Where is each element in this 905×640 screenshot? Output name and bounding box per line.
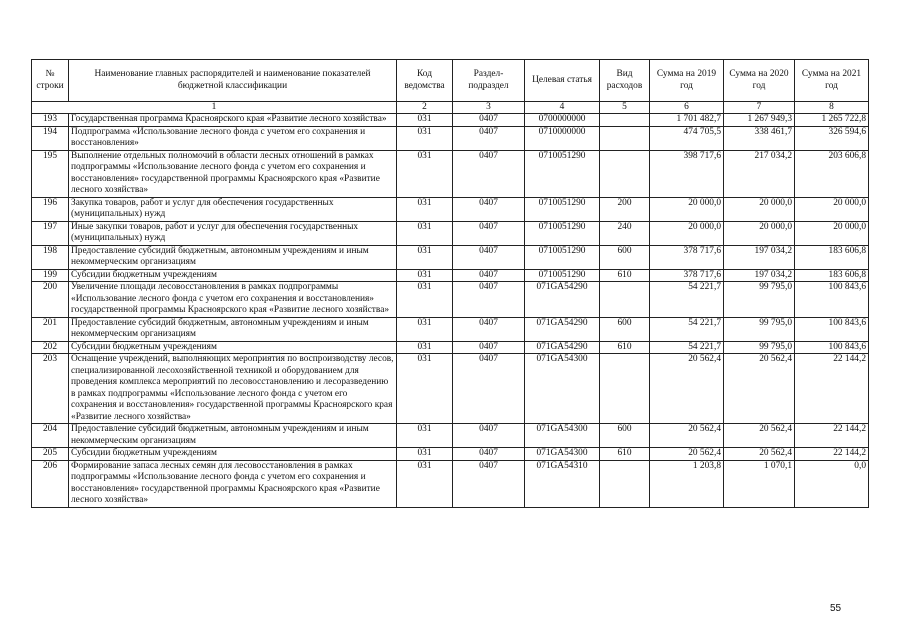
cell-sum-2019: 54 221,7 [650, 282, 724, 318]
cell-target: 071GA54300 [525, 424, 600, 448]
cell-row-no: 194 [32, 126, 69, 150]
cell-row-no: 205 [32, 448, 69, 461]
column-number-row [32, 102, 869, 114]
cell-name: Закупка товаров, работ и услуг для обеспечения государственных (муниципальных) нужд [69, 197, 397, 221]
cell-sum-2021: 203 606,8 [795, 150, 869, 197]
header-row [32, 60, 869, 102]
cell-target: 0710051290 [525, 197, 600, 221]
cell-name: Субсидии бюджетным учреждениям [69, 269, 397, 282]
cell-name: Формирование запаса лесных семян для лесовосстановления в рамках подпрограммы «Использование лесного фонда с учетом его сохранения и восстановления» государственной программы Красноярского края «Развитие лесного хозяйства» [69, 460, 397, 507]
table-row [32, 317, 869, 341]
cell-name: Оснащение учреждений, выполняющих мероприятия по воспроизводству лесов, специализированной лесохозяйственной техникой и оборудованием для проведения комплекса мероприятий по лесовосстановлению и лесоразведению в рамках подпрограммы «Использование лесного фонда с учетом его сохранения и восстановления» государственной программы Красноярского края «Развитие лесного хозяйства» [69, 354, 397, 424]
cell-target: 071GA54300 [525, 448, 600, 461]
header-code: Код ведомства [397, 60, 453, 102]
cell-target: 0710000000 [525, 126, 600, 150]
cell-section: 0407 [453, 221, 525, 245]
cell-name: Предоставление субсидий бюджетным, автономным учреждениям и иным некоммерческим организациям [69, 424, 397, 448]
cell-sum-2019: 474 705,5 [650, 126, 724, 150]
cell-row-no: 201 [32, 317, 69, 341]
cell-type [600, 282, 650, 318]
cell-sum-2021: 20 000,0 [795, 197, 869, 221]
cell-sum-2020: 1 267 949,3 [724, 114, 795, 127]
cell-code: 031 [397, 269, 453, 282]
header-type: Вид расходов [600, 60, 650, 102]
cell-code: 031 [397, 354, 453, 424]
table-row [32, 448, 869, 461]
cell-section: 0407 [453, 424, 525, 448]
cell-section: 0407 [453, 460, 525, 507]
cell-code: 031 [397, 341, 453, 354]
header-row-no: № строки [32, 60, 69, 102]
cell-sum-2020: 20 562,4 [724, 448, 795, 461]
cell-sum-2020: 197 034,2 [724, 269, 795, 282]
cell-sum-2021: 183 606,8 [795, 245, 869, 269]
cell-sum-2019: 1 203,8 [650, 460, 724, 507]
cell-section: 0407 [453, 126, 525, 150]
cell-sum-2019: 20 000,0 [650, 197, 724, 221]
cell-name: Предоставление субсидий бюджетным, автономным учреждениям и иным некоммерческим организациям [69, 245, 397, 269]
cell-section: 0407 [453, 114, 525, 127]
cell-sum-2019: 54 221,7 [650, 317, 724, 341]
cell-row-no: 200 [32, 282, 69, 318]
cell-code: 031 [397, 245, 453, 269]
cell-section: 0407 [453, 282, 525, 318]
cell-type [600, 354, 650, 424]
cell-type: 600 [600, 245, 650, 269]
cell-code: 031 [397, 448, 453, 461]
cell-row-no: 204 [32, 424, 69, 448]
cell-target: 0710051290 [525, 150, 600, 197]
cell-type [600, 114, 650, 127]
cell-section: 0407 [453, 354, 525, 424]
cell-sum-2020: 197 034,2 [724, 245, 795, 269]
table-row [32, 126, 869, 150]
table-row [32, 245, 869, 269]
column-number: 1 [32, 102, 397, 114]
cell-sum-2019: 20 562,4 [650, 424, 724, 448]
table-row [32, 114, 869, 127]
header-sum-2019: Сумма на 2019 год [650, 60, 724, 102]
cell-row-no: 195 [32, 150, 69, 197]
cell-type: 600 [600, 424, 650, 448]
cell-sum-2020: 99 795,0 [724, 341, 795, 354]
cell-type [600, 460, 650, 507]
cell-section: 0407 [453, 150, 525, 197]
cell-type: 600 [600, 317, 650, 341]
cell-type: 200 [600, 197, 650, 221]
cell-target: 071GA54300 [525, 354, 600, 424]
cell-section: 0407 [453, 197, 525, 221]
cell-code: 031 [397, 282, 453, 318]
column-number: 8 [795, 102, 869, 114]
cell-target: 071GA54290 [525, 317, 600, 341]
cell-code: 031 [397, 317, 453, 341]
cell-type: 610 [600, 269, 650, 282]
cell-section: 0407 [453, 341, 525, 354]
cell-type: 610 [600, 448, 650, 461]
cell-row-no: 193 [32, 114, 69, 127]
cell-sum-2020: 1 070,1 [724, 460, 795, 507]
cell-sum-2021: 183 606,8 [795, 269, 869, 282]
cell-name: Иные закупки товаров, работ и услуг для обеспечения государственных (муниципальных) нужд [69, 221, 397, 245]
cell-target: 071GA54290 [525, 282, 600, 318]
cell-name: Увеличение площади лесовосстановления в рамках подпрограммы «Использование лесного фонда с учетом его сохранения и восстановления» государственной программы Красноярского края «Развитие лесного хозяйства» [69, 282, 397, 318]
cell-target: 0710051290 [525, 245, 600, 269]
cell-target: 071GA54290 [525, 341, 600, 354]
page-number: 55 [830, 603, 842, 614]
column-number: 4 [525, 102, 600, 114]
cell-sum-2019: 54 221,7 [650, 341, 724, 354]
cell-sum-2020: 20 562,4 [724, 424, 795, 448]
cell-name: Выполнение отдельных полномочий в области лесных отношений в рамках подпрограммы «Использование лесного фонда с учетом его сохранения и восстановления» государственной программы Красноярского края «Развитие лесного хозяйства» [69, 150, 397, 197]
cell-code: 031 [397, 221, 453, 245]
cell-sum-2021: 0,0 [795, 460, 869, 507]
cell-code: 031 [397, 126, 453, 150]
table-row [32, 150, 869, 197]
header-name: Наименование главных распорядителей и наименование показателей бюджетной классификации [69, 60, 397, 102]
table-row [32, 221, 869, 245]
table-row [32, 341, 869, 354]
cell-sum-2020: 217 034,2 [724, 150, 795, 197]
header-sum-2021: Сумма на 2021 год [795, 60, 869, 102]
table-row [32, 460, 869, 507]
cell-target: 0710051290 [525, 221, 600, 245]
cell-row-no: 199 [32, 269, 69, 282]
cell-sum-2021: 326 594,6 [795, 126, 869, 150]
cell-sum-2021: 22 144,2 [795, 448, 869, 461]
cell-name: Субсидии бюджетным учреждениям [69, 341, 397, 354]
column-number: 2 [397, 102, 453, 114]
cell-sum-2021: 1 265 722,8 [795, 114, 869, 127]
header-sum-2020: Сумма на 2020 год [724, 60, 795, 102]
cell-sum-2021: 22 144,2 [795, 424, 869, 448]
column-number: 5 [600, 102, 650, 114]
cell-row-no: 203 [32, 354, 69, 424]
cell-sum-2019: 378 717,6 [650, 269, 724, 282]
budget-table [31, 59, 869, 508]
cell-type: 610 [600, 341, 650, 354]
cell-name: Субсидии бюджетным учреждениям [69, 448, 397, 461]
cell-sum-2020: 99 795,0 [724, 317, 795, 341]
cell-sum-2020: 20 562,4 [724, 354, 795, 424]
cell-type [600, 126, 650, 150]
header-section: Раздел-подраздел [453, 60, 525, 102]
cell-code: 031 [397, 424, 453, 448]
cell-type [600, 150, 650, 197]
cell-sum-2021: 100 843,6 [795, 282, 869, 318]
cell-row-no: 206 [32, 460, 69, 507]
cell-sum-2020: 20 000,0 [724, 197, 795, 221]
cell-sum-2021: 22 144,2 [795, 354, 869, 424]
cell-sum-2020: 338 461,7 [724, 126, 795, 150]
cell-code: 031 [397, 150, 453, 197]
cell-name: Подпрограмма «Использование лесного фонда с учетом его сохранения и восстановления» [69, 126, 397, 150]
cell-section: 0407 [453, 317, 525, 341]
cell-sum-2019: 1 701 482,7 [650, 114, 724, 127]
cell-row-no: 196 [32, 197, 69, 221]
header-target: Целевая статья [525, 60, 600, 102]
cell-sum-2021: 100 843,6 [795, 341, 869, 354]
table-row [32, 424, 869, 448]
column-number: 3 [453, 102, 525, 114]
cell-sum-2021: 100 843,6 [795, 317, 869, 341]
cell-row-no: 198 [32, 245, 69, 269]
column-number: 6 [650, 102, 724, 114]
cell-type: 240 [600, 221, 650, 245]
cell-row-no: 197 [32, 221, 69, 245]
table-row [32, 197, 869, 221]
cell-section: 0407 [453, 448, 525, 461]
column-number: 7 [724, 102, 795, 114]
table-row [32, 282, 869, 318]
cell-sum-2019: 20 562,4 [650, 448, 724, 461]
cell-code: 031 [397, 460, 453, 507]
cell-sum-2020: 99 795,0 [724, 282, 795, 318]
table-row [32, 354, 869, 424]
cell-target: 0710051290 [525, 269, 600, 282]
cell-sum-2019: 398 717,6 [650, 150, 724, 197]
cell-sum-2020: 20 000,0 [724, 221, 795, 245]
cell-target: 071GA54310 [525, 460, 600, 507]
cell-sum-2019: 20 000,0 [650, 221, 724, 245]
cell-section: 0407 [453, 269, 525, 282]
cell-name: Государственная программа Красноярского края «Развитие лесного хозяйства» [69, 114, 397, 127]
table-body [32, 114, 869, 508]
cell-sum-2021: 20 000,0 [795, 221, 869, 245]
cell-code: 031 [397, 197, 453, 221]
cell-sum-2019: 20 562,4 [650, 354, 724, 424]
cell-name: Предоставление субсидий бюджетным, автономным учреждениям и иным некоммерческим организациям [69, 317, 397, 341]
cell-row-no: 202 [32, 341, 69, 354]
cell-code: 031 [397, 114, 453, 127]
cell-sum-2019: 378 717,6 [650, 245, 724, 269]
table-row [32, 269, 869, 282]
cell-section: 0407 [453, 245, 525, 269]
cell-target: 0700000000 [525, 114, 600, 127]
